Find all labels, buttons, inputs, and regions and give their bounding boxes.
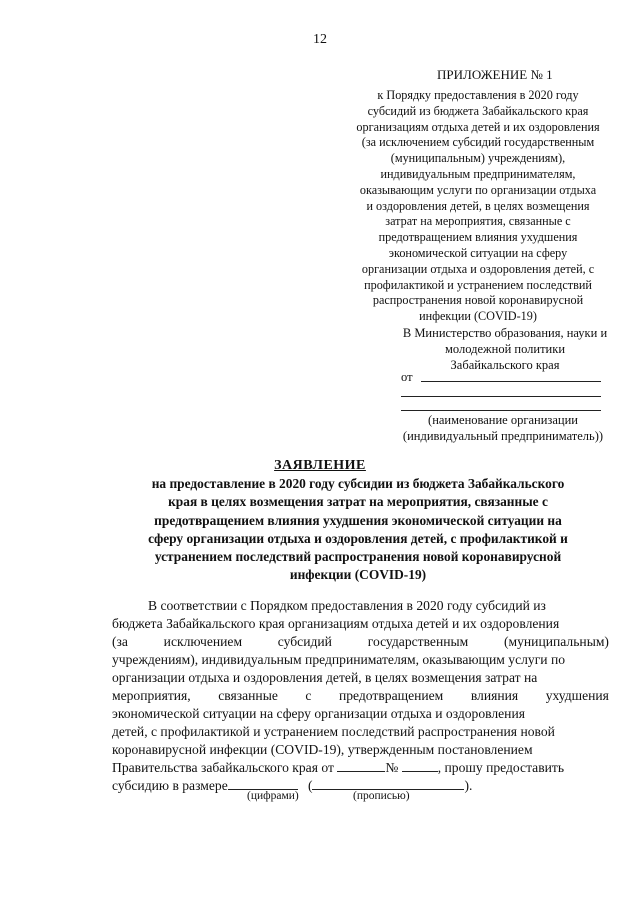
subtitle-line: инфекции (COVID-19) [289,567,427,583]
body-word: мероприятия, [112,688,191,703]
body-line: В соответствии с Порядком предоставления в 2020 году субсидий из [148,598,546,613]
addressee-line: В Министерство образования, науки и [402,326,608,340]
amount-digits-caption: (цифрами) [247,790,299,802]
from-label: от [401,370,413,384]
body-text: субсидию в размере [112,778,228,793]
body-line: экономической ситуации на сферу организации отдыха и оздоровления [112,706,525,721]
body-word: предотвращением [338,688,444,703]
appendix-line: экономической ситуации на сферу [388,245,568,260]
page-number: 12 [313,32,327,47]
body-word: влияния [470,688,519,703]
from-field[interactable] [401,369,601,385]
from-underline[interactable] [421,381,601,382]
statement-body [112,597,609,795]
subtitle-line: на предоставление в 2020 году субсидии из бюджета Забайкальского [151,476,565,491]
subtitle-line: устранением последствий распространения новой коронавирусной [154,549,562,565]
body-word: (муниципальным) [503,634,609,649]
appendix-line: организации отдыха и оздоровления детей, с [361,261,595,276]
body-word: исключением [163,634,243,649]
body-word: ухудшения [545,688,609,703]
organization-name-line[interactable] [401,396,601,397]
statement-title: ЗАЯВЛЕНИЕ [274,458,366,473]
body-word: с [305,688,312,703]
body-word: (за [112,634,128,649]
body-line: детей, с профилактикой и устранением последствий распространения новой [112,724,555,739]
amount-words-caption: (прописью) [353,790,410,802]
body-line-with-fields [112,759,609,777]
caption-line: (наименование организации [428,413,578,427]
subtitle-line: края в целях возмещения затрат на мероприятия, связанные с [168,494,548,510]
paren-close: ). [464,778,473,793]
appendix-line: и оздоровления детей, в целях возмещения [366,198,590,213]
body-word: государственным [367,634,469,649]
appendix-line: профилактикой и устранением последствий [364,277,592,292]
addressee-block [390,325,620,373]
appendix-line: предотвращением влияния ухудшения [378,230,578,245]
appendix-description [337,88,619,325]
addressee-line: Забайкальского края [450,358,560,372]
body-line: организации отдыха и оздоровления детей, в целях возмещения затрат на [112,670,538,685]
appendix-line: (муниципальным) учреждениям), [390,151,566,166]
decree-date-field[interactable] [337,759,385,772]
number-sign: № [385,760,399,775]
caption-line: (индивидуальный предприниматель)) [402,429,604,443]
body-line-justified [112,687,609,705]
appendix-line: оказывающим услуги по организации отдыха [359,182,597,197]
appendix-line: организациям отдыха детей и их оздоровления [356,119,600,134]
body-line-justified [112,633,609,651]
appendix-line: субсидий из бюджета Забайкальского края [367,103,589,118]
paren-open: ( [307,778,313,793]
subtitle-line: предотвращением влияния ухудшения экономической ситуации на [154,512,562,528]
subtitle-line: сферу организации отдыха и оздоровления детей, с профилактикой и [148,530,568,546]
body-line: коронавирусной инфекции (COVID-19), утвержденным постановлением [112,742,533,757]
body-text: , прошу предоставить [437,760,565,775]
statement-subtitle [118,475,598,585]
appendix-title: ПРИЛОЖЕНИЕ № 1 [437,67,553,82]
appendix-line: инфекции (COVID-19) [419,309,537,324]
decree-number-field[interactable] [402,759,438,772]
appendix-line: распространения новой коронавирусной [372,293,584,308]
appendix-line: к Порядку предоставления в 2020 году [377,88,579,102]
body-line: учреждениям), индивидуальным предпринимателям, оказывающим услуги по [112,652,566,667]
body-word: связанные [218,688,278,703]
appendix-line: затрат на мероприятия, связанные с [385,214,571,229]
appendix-line: индивидуальным предпринимателям, [380,166,576,181]
body-word: субсидий [277,634,332,649]
body-line: бюджета Забайкальского края организациям отдыха детей и их оздоровления [112,616,560,631]
addressee-line: молодежной политики [444,342,566,356]
appendix-line: (за исключением субсидий государственным [361,135,595,150]
organization-name-line[interactable] [401,410,601,411]
body-text: Правительства забайкальского края от [112,760,334,775]
organization-caption [388,412,618,444]
